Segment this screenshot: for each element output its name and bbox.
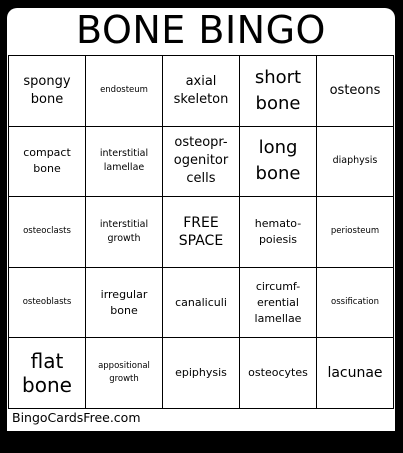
bingo-cell: periosteum: [317, 197, 394, 268]
bingo-cell: osteons: [317, 56, 394, 127]
bingo-cell: interstitial lamellae: [86, 127, 163, 198]
bingo-cell: ossification: [317, 268, 394, 339]
bingo-cell: compact bone: [9, 127, 86, 198]
bingo-cell: circumf- erential lamellae: [240, 268, 317, 339]
bingo-cell: diaphysis: [317, 127, 394, 198]
free-space-cell: FREE SPACE: [163, 197, 240, 268]
bingo-cell: spongy bone: [9, 56, 86, 127]
bingo-card: [7, 8, 395, 431]
bingo-cell: lacunae: [317, 338, 394, 409]
bingo-cell: long bone: [240, 127, 317, 198]
bingo-cell: interstitial growth: [86, 197, 163, 268]
bingo-cell: hemato- poiesis: [240, 197, 317, 268]
bingo-cell: irregular bone: [86, 268, 163, 339]
footer-credit: BingoCardsFree.com: [12, 410, 141, 425]
bingo-cell: flat bone: [9, 338, 86, 409]
bingo-grid: [8, 55, 394, 409]
bingo-cell: canaliculi: [163, 268, 240, 339]
bingo-cell: appositional growth: [86, 338, 163, 409]
bingo-cell: osteopr- ogenitor cells: [163, 127, 240, 198]
card-title: BONE BINGO: [76, 8, 326, 52]
bingo-cell: epiphysis: [163, 338, 240, 409]
bingo-cell: short bone: [240, 56, 317, 127]
bingo-cell: osteocytes: [240, 338, 317, 409]
bingo-cell: osteoclasts: [9, 197, 86, 268]
bingo-cell: endosteum: [86, 56, 163, 127]
bingo-cell: osteoblasts: [9, 268, 86, 339]
bingo-cell: axial skeleton: [163, 56, 240, 127]
